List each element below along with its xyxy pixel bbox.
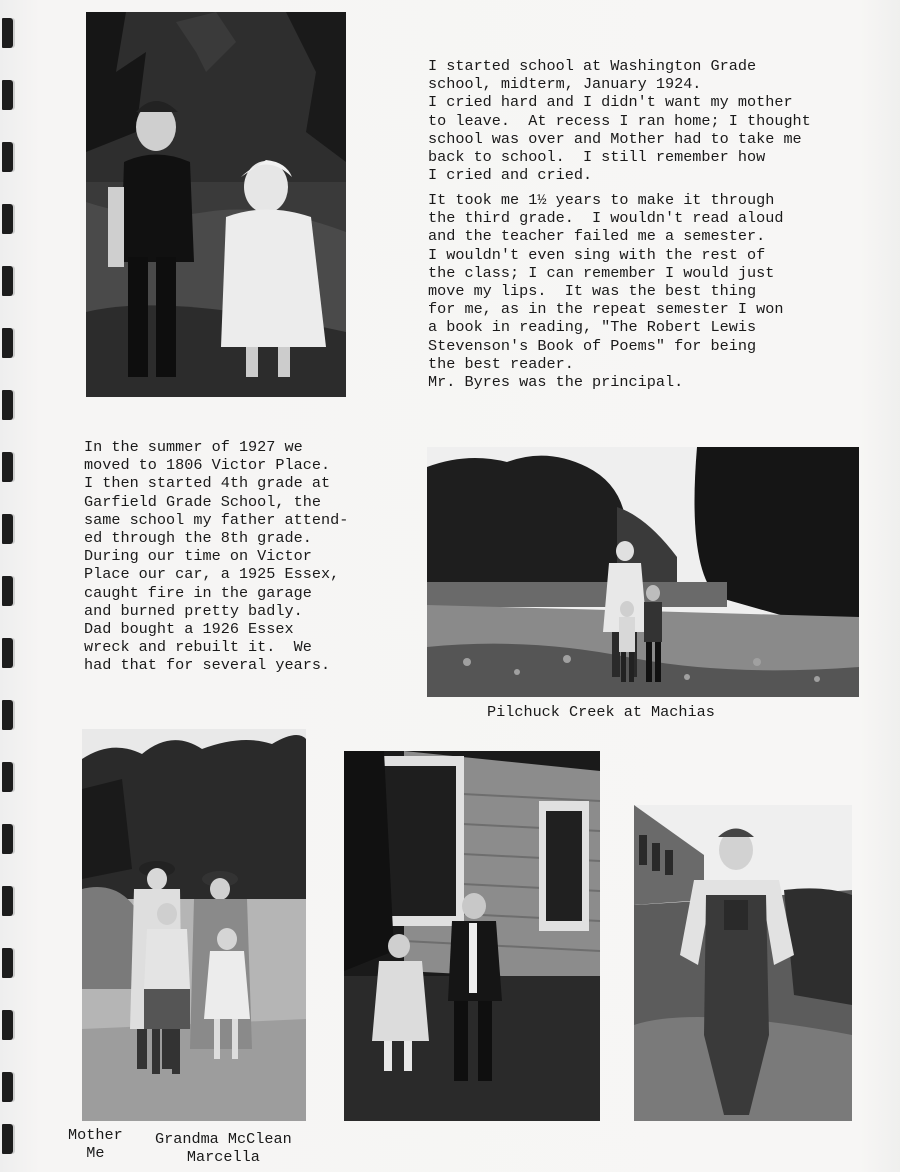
paragraph-victor-place: In the summer of 1927 we moved to 1806 Victor Place. I then started 4th grade at Garfield Grade School, the same school my father attend- ed through the 8th grade. During our time on Victor Place our car, a 1925 Essex, caught fire in the garage and burned pretty badly. Dad bought a 1926 Essex wreck and rebuilt it. We had that for several years. [84,438,349,675]
caption-grandma-marcella: Grandma McClean Marcella [155,1130,292,1166]
photo-house-two-kids [344,751,600,1121]
paragraph-third-grade: It took me 1½ years to make it through the third grade. I wouldn't read aloud and the teacher failed me a semester. I wouldn't even sing with the rest of the class; I can remember I would just move my lips. It was the best thing for me, as in the repeat semester I won a book in reading, "The Robert Lewis Stevenson's Book of Poems" for being the best reader. Mr. Byres was the principal. [428,191,784,392]
caption-pilchuck-creek: Pilchuck Creek at Machias [487,703,715,721]
photo-boy-and-girl [86,12,346,397]
caption-mother-me: Mother Me [68,1126,123,1162]
photo-mother-grandma-kids [82,729,306,1121]
paragraph-school-start: I started school at Washington Grade school, midterm, January 1924. I cried hard and I didn't want my mother to leave. At recess I ran home; I thought school was over and Mother had to take me back to school. I still remember how I cried and cried. [428,57,811,185]
photo-boy-in-overalls [634,805,852,1121]
photo-pilchuck-creek [427,447,859,697]
spiral-binding [0,0,20,1172]
